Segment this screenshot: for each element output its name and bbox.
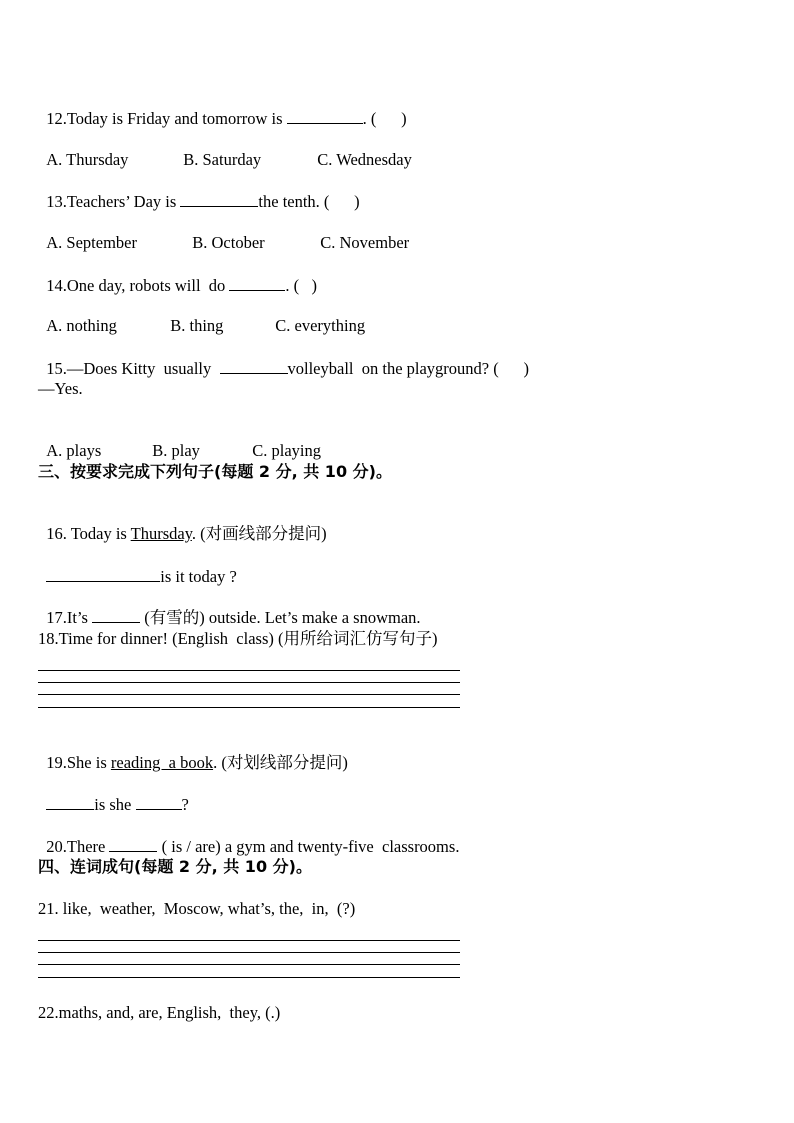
option-c[interactable]: C. November — [320, 233, 410, 252]
option-c[interactable]: C. Wednesday — [317, 150, 412, 169]
question-16-post: . (对画线部分提问) — [191, 524, 327, 543]
writing-line[interactable] — [38, 707, 460, 708]
option-c[interactable]: C. playing — [252, 441, 321, 460]
answer-blank[interactable] — [46, 794, 94, 810]
underlined-word: Thursday — [130, 524, 192, 543]
writing-line[interactable] — [38, 952, 460, 953]
answer-blank[interactable] — [109, 836, 157, 852]
question-19-answer-mid: is she — [94, 795, 136, 814]
option-b[interactable]: B. thing — [170, 316, 224, 335]
answer-blank[interactable] — [220, 358, 288, 374]
question-17-pre: 17.It’s — [46, 608, 93, 627]
question-19-answer — [38, 774, 189, 815]
writing-line[interactable] — [38, 940, 460, 941]
question-14-stem-a: 14.One day, robots will do — [46, 276, 230, 295]
writing-line[interactable] — [38, 964, 460, 965]
question-19 — [38, 733, 348, 773]
option-c[interactable]: C. everything — [275, 316, 366, 335]
question-21: 21. like, weather, Moscow, what’s, the, in, (?) — [38, 899, 356, 918]
question-20-post: ( is / are) a gym and twenty-five classrooms. — [157, 837, 460, 856]
question-14-stem-b: . ( ) — [285, 276, 318, 295]
option-b[interactable]: B. Saturday — [183, 150, 262, 169]
answer-blank[interactable] — [287, 108, 363, 124]
question-13-stem-a: 13.Teachers’ Day is — [46, 192, 181, 211]
answer-blank[interactable] — [92, 607, 140, 623]
question-13-options — [38, 213, 409, 253]
question-17 — [38, 587, 421, 628]
question-12-options — [38, 130, 412, 170]
question-12 — [38, 88, 407, 129]
question-20 — [38, 816, 459, 857]
question-15-stem-a: 15.—Does Kitty usually — [46, 359, 220, 378]
question-18: 18.Time for dinner! (English class) (用所给词汇仿写句子) — [38, 629, 438, 648]
question-16 — [38, 504, 327, 544]
question-15-reply: —Yes. — [38, 379, 83, 398]
option-a[interactable]: A. Thursday — [46, 150, 129, 169]
question-14 — [38, 255, 317, 296]
option-b[interactable]: B. October — [192, 233, 265, 252]
writing-line[interactable] — [38, 977, 460, 978]
question-15-stem-b: volleyball on the playground? ( ) — [287, 359, 529, 378]
question-20-pre: 20.There — [46, 837, 110, 856]
question-19-post: . (对划线部分提问) — [213, 753, 348, 772]
writing-line[interactable] — [38, 670, 460, 671]
section-4-heading: 四、连词成句(每题 2 分, 共 10 分)。 — [38, 857, 312, 876]
question-16-answer-tail: is it today ? — [160, 567, 237, 586]
option-a[interactable]: A. plays — [46, 441, 102, 460]
question-16-answer — [38, 546, 237, 587]
question-17-post: (有雪的) outside. Let’s make a snowman. — [140, 608, 421, 627]
question-13 — [38, 171, 360, 212]
option-b[interactable]: B. play — [152, 441, 200, 460]
option-a[interactable]: A. September — [46, 233, 137, 252]
question-12-stem-b: . ( ) — [362, 109, 407, 128]
question-19-answer-end: ? — [181, 795, 189, 814]
underlined-phrase: reading a book — [110, 753, 214, 772]
option-a[interactable]: A. nothing — [46, 316, 117, 335]
answer-blank[interactable] — [46, 566, 160, 582]
writing-line[interactable] — [38, 694, 460, 695]
question-15-options — [38, 421, 321, 461]
question-14-options — [38, 296, 365, 336]
question-16-pre: 16. Today is — [46, 524, 131, 543]
question-12-stem-a: 12.Today is Friday and tomorrow is — [46, 109, 287, 128]
question-22: 22.maths, and, are, English, they, (.) — [38, 1003, 281, 1022]
section-3-heading: 三、按要求完成下列句子(每题 2 分, 共 10 分)。 — [38, 462, 392, 481]
question-19-pre: 19.She is — [46, 753, 111, 772]
answer-blank[interactable] — [229, 275, 285, 291]
answer-blank[interactable] — [180, 191, 258, 207]
question-15 — [38, 338, 529, 379]
writing-line[interactable] — [38, 682, 460, 683]
answer-blank[interactable] — [136, 794, 182, 810]
question-13-stem-b: the tenth. ( ) — [258, 192, 360, 211]
